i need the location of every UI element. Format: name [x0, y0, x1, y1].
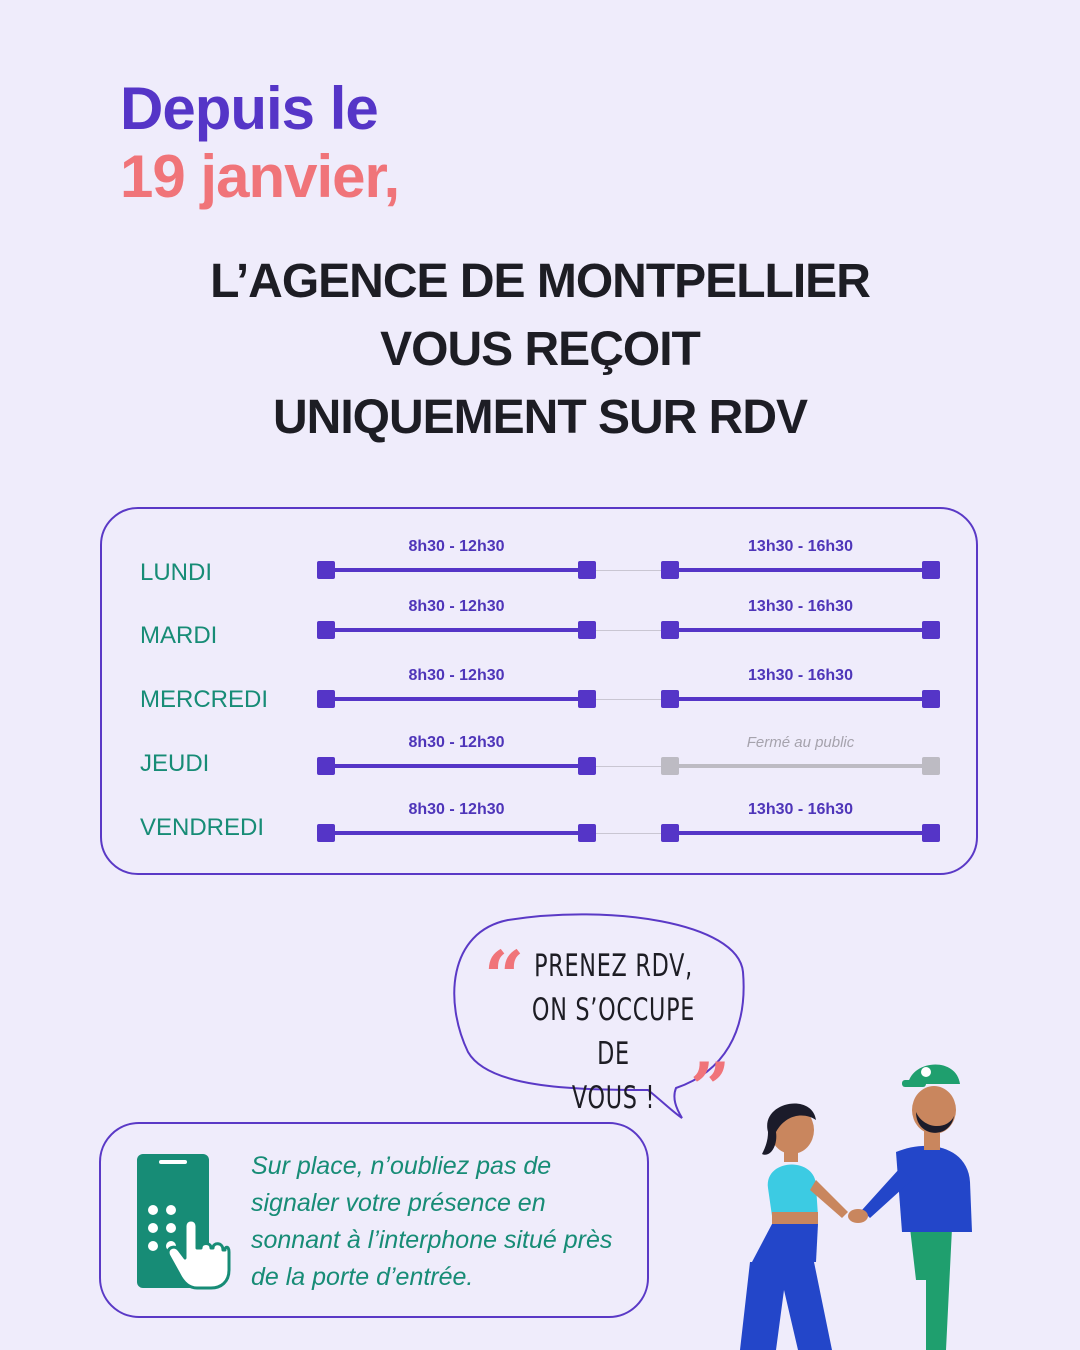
headline-date: 19 janvier,: [120, 143, 400, 210]
day-label: JEUDI: [140, 750, 210, 777]
intercom-phone-icon: [135, 1152, 231, 1292]
afternoon-bar: [670, 628, 931, 632]
timeline-marker: [317, 561, 335, 579]
main-title-line: UNIQUEMENT SUR RDV: [272, 391, 808, 444]
timeline-marker: [317, 824, 335, 842]
timeline-marker: [317, 690, 335, 708]
intercom-info-box: [99, 1122, 649, 1318]
afternoon-bar: [670, 831, 931, 835]
day-label: VENDREDI: [140, 814, 265, 841]
timeline-marker: [578, 621, 596, 639]
main-title-line: VOUS REÇOIT: [380, 323, 700, 376]
timeline-marker: [661, 621, 679, 639]
opening-hours-panel: [100, 507, 978, 875]
main-title-line: L’AGENCE DE MONTPELLIER: [210, 255, 870, 308]
timeline-marker: [922, 621, 940, 639]
afternoon-bar: [670, 764, 931, 768]
timeline-marker: [578, 690, 596, 708]
gap-connector: [587, 630, 670, 631]
morning-bar: [326, 764, 587, 768]
morning-hours: 8h30 - 12h30: [408, 667, 505, 684]
timeline-marker: [661, 757, 679, 775]
gap-connector: [587, 699, 670, 700]
morning-bar: [326, 628, 587, 632]
quote-close-icon: ”: [690, 1047, 731, 1130]
gap-connector: [587, 766, 670, 767]
gap-connector: [587, 570, 670, 571]
morning-bar: [326, 831, 587, 835]
gap-connector: [587, 833, 670, 834]
quote-open-icon: “: [484, 935, 525, 1018]
bubble-text: [515, 944, 713, 1120]
timeline-marker: [922, 824, 940, 842]
timeline-marker: [922, 690, 940, 708]
afternoon-bar: [670, 568, 931, 572]
timeline-marker: [578, 757, 596, 775]
main-title: [0, 248, 1080, 452]
headline-since: Depuis le: [120, 75, 378, 142]
afternoon-hours: 13h30 - 16h30: [748, 538, 853, 555]
bubble-line: PRENEZ RDV,: [534, 948, 693, 984]
intercom-info-text: Sur place, n’oubliez pas de signaler votre présence en sonnant à l’interphone situé près de la porte d’entrée.: [251, 1152, 613, 1291]
timelines: [102, 509, 980, 877]
timeline-marker: [578, 824, 596, 842]
timeline-marker: [661, 824, 679, 842]
morning-hours: 8h30 - 12h30: [408, 734, 505, 751]
timeline-marker: [317, 621, 335, 639]
morning-hours: 8h30 - 12h30: [408, 801, 505, 818]
morning-bar: [326, 568, 587, 572]
day-label: MARDI: [140, 622, 218, 649]
morning-hours: 8h30 - 12h30: [408, 538, 505, 555]
afternoon-hours: 13h30 - 16h30: [748, 598, 853, 615]
timeline-marker: [317, 757, 335, 775]
day-label: MERCREDI: [140, 686, 269, 713]
afternoon-bar: [670, 697, 931, 701]
morning-bar: [326, 697, 587, 701]
afternoon-hours: 13h30 - 16h30: [748, 667, 853, 684]
afternoon-hours: Fermé au public: [746, 734, 855, 751]
bubble-line: ON S’OCCUPE DE: [531, 992, 696, 1072]
morning-hours: 8h30 - 12h30: [408, 598, 505, 615]
timeline-marker: [578, 561, 596, 579]
bubble-line: VOUS !: [571, 1080, 656, 1116]
timeline-marker: [661, 561, 679, 579]
timeline-marker: [922, 757, 940, 775]
day-label: LUNDI: [140, 559, 213, 586]
afternoon-hours: 13h30 - 16h30: [748, 801, 853, 818]
timeline-marker: [922, 561, 940, 579]
timeline-marker: [661, 690, 679, 708]
handshake-illustration: [720, 1040, 990, 1350]
